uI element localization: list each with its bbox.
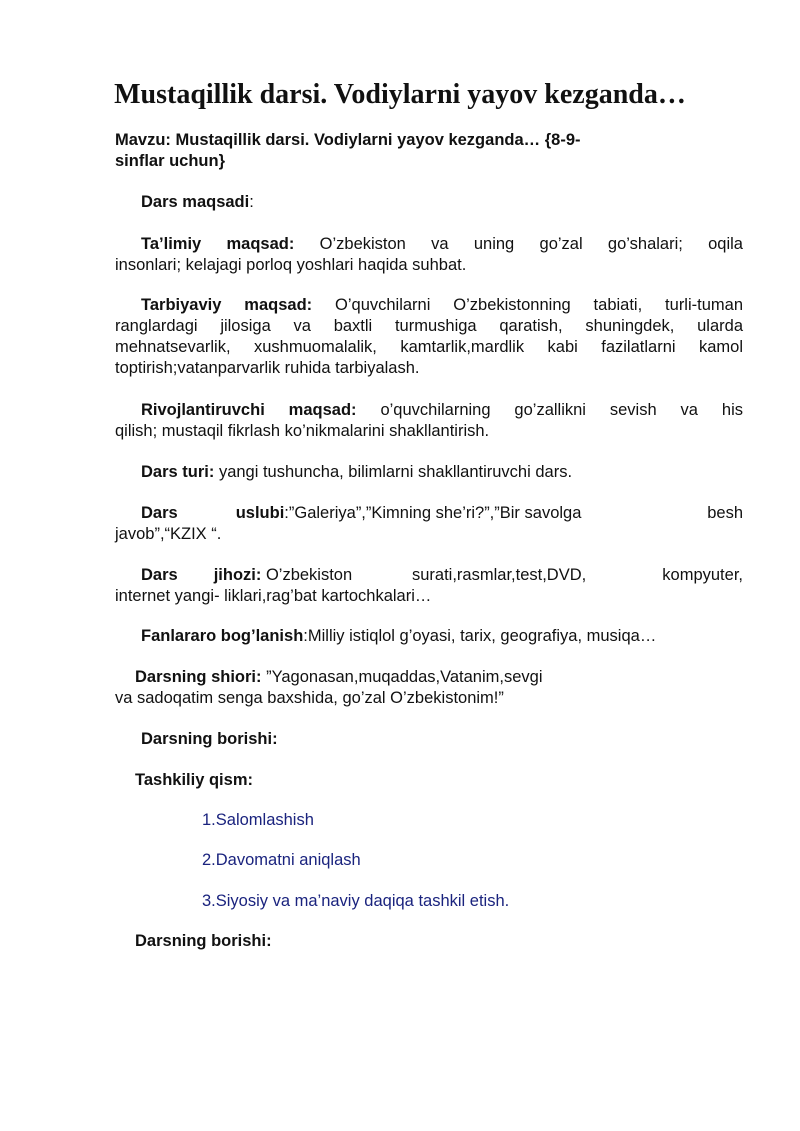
upbringing-goal-paragraph — [115, 295, 743, 379]
lesson-method-paragraph — [115, 503, 743, 545]
lesson-method-line-1 — [115, 503, 743, 524]
lesson-method-text-2: javob”,“KZIX “. — [115, 525, 222, 543]
topic-line-2: sinflar uchun} — [115, 152, 226, 170]
lesson-equipment-text-1b: surati,rasmlar,test,DVD, — [412, 566, 587, 584]
organizational-part-heading — [115, 770, 743, 791]
lesson-motto-text-2: va sadoqatim senga baxshida, go’zal O’zbekistonim!” — [115, 689, 504, 707]
educational-goal-text-2: insonlari; kelajagi porloq yoshlari haqida suhbat. — [115, 256, 467, 274]
upbringing-goal-label: Tarbiyaviy maqsad: — [141, 296, 313, 314]
educational-goal-paragraph — [115, 234, 743, 276]
organizational-part-label: Tashkiliy qism: — [135, 771, 253, 789]
interdisciplinary-paragraph — [115, 626, 743, 647]
lesson-goals-colon: : — [249, 193, 254, 211]
developmental-goal-label: Rivojlantiruvchi maqsad: — [141, 401, 357, 419]
lesson-progress-label-2: Darsning borishi: — [135, 932, 272, 950]
lesson-equipment-text-1a: O’zbekiston — [261, 566, 353, 584]
lesson-motto-label: Darsning shiori: — [135, 668, 262, 686]
lesson-goals-label: Dars maqsadi — [141, 193, 250, 211]
developmental-goal-text-2: qilish; mustaqil fikrlash ko’nikmalarini shakllantirish. — [115, 422, 490, 440]
lesson-progress-heading-2 — [115, 931, 743, 952]
lesson-motto-text-1: ”Yagonasan,muqaddas,Vatanim,sevgi — [261, 668, 543, 686]
interdisciplinary-text: :Milliy istiqlol g’oyasi, tarix, geografiya, musiqa… — [303, 627, 657, 645]
upbringing-goal-line-1 — [115, 295, 743, 316]
lesson-type-label: Dars turi: — [141, 463, 215, 481]
lesson-motto-paragraph — [115, 667, 743, 709]
lesson-equipment-paragraph — [115, 565, 743, 607]
topic-paragraph — [115, 130, 743, 172]
lesson-progress-label-1: Darsning borishi: — [141, 730, 278, 748]
lesson-equipment-text-1c: kompyuter, — [662, 566, 743, 584]
educational-goal-label: Ta’limiy maqsad: — [141, 235, 295, 253]
topic-line-1: Mavzu: Mustaqillik darsi. Vodiylarni yayov kezganda… {8-9- — [115, 131, 581, 149]
upbringing-goal-text-1: O’quvchilarni O’zbekistonning tabiati, turli-tuman — [312, 296, 743, 314]
lesson-equipment-text-2: internet yangi- liklari,rag’bat kartochkalari… — [115, 587, 432, 605]
educational-goal-text-1: O’zbekiston va uning go’zal go’shalari; oqila — [294, 235, 743, 253]
lesson-type-paragraph — [115, 462, 743, 483]
developmental-goal-paragraph — [115, 400, 743, 442]
lesson-motto-line-1 — [115, 667, 743, 688]
list-item: 3.Siyosiy va ma’naviy daqiqa tashkil etish. — [202, 892, 510, 910]
list-item: 2.Davomatni aniqlash — [202, 851, 361, 869]
upbringing-goal-text-4: toptirish;vatanparvarlik ruhida tarbiyalash. — [115, 359, 420, 377]
educational-goal-line-1 — [115, 234, 743, 255]
lesson-method-label-1: Dars — [141, 504, 178, 522]
upbringing-goal-text-3: mehnatsevarlik, xushmuomalalik, kamtarlik,mardlik kabi fazilatlarni kamol — [115, 338, 743, 356]
lesson-method-text-end: besh — [707, 504, 743, 522]
lesson-type-text: yangi tushuncha, bilimlarni shakllantiruvchi dars. — [214, 463, 573, 481]
interdisciplinary-label: Fanlararo bog’lanish — [141, 627, 304, 645]
lesson-goals-heading — [115, 192, 743, 213]
page-title: Mustaqillik darsi. Vodiylarni yayov kezganda… — [114, 79, 686, 110]
lesson-equipment-label-1: Dars — [141, 566, 178, 584]
lesson-equipment-line-1 — [115, 565, 743, 586]
lesson-progress-heading-1 — [115, 729, 743, 750]
developmental-goal-line-1 — [115, 400, 743, 421]
lesson-equipment-label-2: jihozi: — [213, 566, 262, 584]
lesson-method-label-2: uslubi — [235, 504, 285, 522]
lesson-method-text-1: :”Galeriya”,”Kimning she’ri?”,”Bir savolga — [284, 504, 582, 522]
developmental-goal-text-1: o’quvchilarning go’zallikni sevish va his — [356, 401, 743, 419]
list-item: 1.Salomlashish — [202, 811, 314, 829]
upbringing-goal-text-2: ranglardagi jilosiga va baxtli turmushiga qaratish, shuningdek, ularda — [115, 317, 743, 335]
